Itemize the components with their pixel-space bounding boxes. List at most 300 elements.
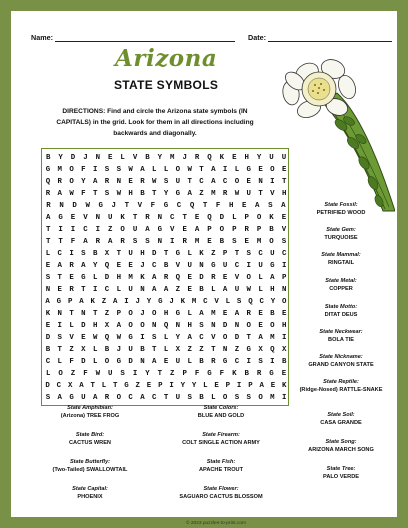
- grid-letter[interactable]: A: [234, 310, 240, 318]
- grid-letter[interactable]: N: [57, 310, 62, 318]
- grid-letter[interactable]: N: [157, 214, 163, 222]
- grid-letter[interactable]: L: [232, 214, 237, 222]
- grid-letter[interactable]: B: [140, 190, 145, 198]
- grid-letter[interactable]: Z: [69, 346, 74, 354]
- grid-letter[interactable]: O: [246, 322, 251, 330]
- grid-letter[interactable]: T: [90, 382, 95, 390]
- grid-letter[interactable]: F: [194, 370, 200, 378]
- grid-letter[interactable]: U: [281, 154, 287, 162]
- grid-letter[interactable]: A: [187, 334, 192, 342]
- grid-letter[interactable]: R: [211, 358, 216, 366]
- grid-letter[interactable]: F: [150, 202, 156, 210]
- grid-letter[interactable]: W: [152, 178, 157, 186]
- grid-letter[interactable]: S: [234, 394, 240, 402]
- grid-letter[interactable]: U: [128, 346, 133, 354]
- grid-letter[interactable]: T: [58, 238, 63, 246]
- grid-letter[interactable]: Q: [207, 154, 212, 162]
- grid-letter[interactable]: B: [163, 262, 169, 270]
- grid-letter[interactable]: B: [199, 358, 204, 366]
- grid-letter[interactable]: U: [270, 250, 275, 258]
- grid-letter[interactable]: Z: [199, 346, 204, 354]
- grid-letter[interactable]: G: [175, 190, 181, 198]
- grid-letter[interactable]: D: [81, 322, 86, 330]
- grid-letter[interactable]: S: [152, 334, 157, 342]
- grid-letter[interactable]: I: [69, 250, 74, 258]
- grid-letter[interactable]: A: [79, 298, 84, 306]
- grid-letter[interactable]: D: [45, 382, 50, 390]
- grid-letter[interactable]: L: [69, 322, 74, 330]
- grid-letter[interactable]: U: [222, 262, 228, 270]
- grid-letter[interactable]: E: [45, 322, 51, 330]
- grid-letter[interactable]: D: [81, 358, 86, 366]
- grid-letter[interactable]: M: [194, 238, 200, 246]
- grid-letter[interactable]: T: [92, 310, 98, 318]
- grid-letter[interactable]: Y: [163, 190, 169, 198]
- grid-letter[interactable]: Z: [108, 226, 113, 234]
- grid-letter[interactable]: L: [92, 274, 98, 282]
- grid-letter[interactable]: C: [281, 250, 287, 258]
- grid-letter[interactable]: I: [270, 178, 275, 186]
- grid-letter[interactable]: O: [258, 394, 263, 402]
- grid-letter[interactable]: N: [157, 238, 163, 246]
- grid-letter[interactable]: A: [258, 334, 263, 342]
- grid-letter[interactable]: G: [207, 370, 212, 378]
- grid-letter[interactable]: L: [234, 166, 240, 174]
- grid-letter[interactable]: G: [246, 166, 251, 174]
- grid-letter[interactable]: Z: [175, 286, 181, 294]
- grid-letter[interactable]: Y: [191, 382, 197, 390]
- grid-letter[interactable]: G: [116, 358, 121, 366]
- grid-letter[interactable]: Z: [101, 298, 107, 306]
- grid-letter[interactable]: B: [92, 250, 98, 258]
- grid-letter[interactable]: X: [81, 346, 86, 354]
- grid-letter[interactable]: B: [145, 154, 150, 162]
- grid-letter[interactable]: I: [281, 394, 287, 402]
- grid-letter[interactable]: C: [234, 358, 240, 366]
- grid-letter[interactable]: D: [219, 214, 225, 222]
- grid-letter[interactable]: U: [175, 358, 181, 366]
- grid-letter[interactable]: S: [104, 166, 110, 174]
- grid-letter[interactable]: E: [128, 178, 133, 186]
- grid-letter[interactable]: R: [120, 238, 125, 246]
- grid-letter[interactable]: T: [57, 274, 62, 282]
- grid-letter[interactable]: O: [128, 322, 133, 330]
- grid-letter[interactable]: A: [259, 382, 264, 390]
- grid-letter[interactable]: T: [45, 226, 51, 234]
- grid-letter[interactable]: V: [137, 202, 143, 210]
- grid-letter[interactable]: R: [95, 238, 101, 246]
- word-search-grid[interactable]: [41, 148, 289, 406]
- grid-letter[interactable]: D: [70, 154, 76, 162]
- grid-letter[interactable]: L: [211, 286, 216, 294]
- grid-letter[interactable]: G: [175, 310, 181, 318]
- grid-letter[interactable]: K: [219, 154, 225, 162]
- grid-letter[interactable]: L: [92, 346, 98, 354]
- grid-letter[interactable]: T: [116, 250, 121, 258]
- grid-letter[interactable]: T: [57, 346, 62, 354]
- grid-letter[interactable]: O: [104, 358, 110, 366]
- grid-letter[interactable]: O: [269, 238, 274, 246]
- grid-letter[interactable]: R: [163, 274, 169, 282]
- grid-letter[interactable]: Y: [58, 154, 63, 162]
- grid-letter[interactable]: O: [281, 298, 287, 306]
- grid-letter[interactable]: H: [281, 322, 287, 330]
- grid-letter[interactable]: D: [199, 274, 204, 282]
- grid-letter[interactable]: A: [281, 202, 286, 210]
- grid-letter[interactable]: V: [170, 226, 175, 234]
- grid-letter[interactable]: L: [120, 154, 125, 162]
- grid-letter[interactable]: S: [258, 358, 263, 366]
- grid-letter[interactable]: Q: [104, 262, 110, 270]
- grid-letter[interactable]: A: [79, 382, 84, 390]
- grid-letter[interactable]: Y: [270, 298, 276, 306]
- grid-letter[interactable]: Q: [104, 334, 110, 342]
- grid-letter[interactable]: J: [116, 346, 121, 354]
- grid-letter[interactable]: R: [222, 190, 228, 198]
- grid-letter[interactable]: P: [207, 226, 212, 234]
- grid-letter[interactable]: I: [281, 334, 287, 342]
- grid-letter[interactable]: S: [145, 238, 150, 246]
- grid-letter[interactable]: K: [199, 250, 204, 258]
- grid-letter[interactable]: Y: [157, 154, 163, 162]
- grid-letter[interactable]: I: [70, 226, 76, 234]
- grid-letter[interactable]: R: [140, 178, 145, 186]
- date-field[interactable]: [248, 33, 392, 42]
- grid-letter[interactable]: P: [248, 382, 253, 390]
- grid-letter[interactable]: R: [57, 178, 62, 186]
- grid-letter[interactable]: B: [45, 346, 51, 354]
- grid-letter[interactable]: E: [281, 214, 287, 222]
- grid-letter[interactable]: D: [45, 334, 51, 342]
- grid-letter[interactable]: B: [45, 154, 51, 162]
- grid-letter[interactable]: A: [92, 178, 98, 186]
- grid-letter[interactable]: G: [175, 250, 181, 258]
- grid-letter[interactable]: A: [187, 190, 192, 198]
- grid-letter[interactable]: R: [182, 238, 187, 246]
- grid-letter[interactable]: Z: [199, 190, 204, 198]
- grid-letter[interactable]: Y: [180, 382, 186, 390]
- grid-letter[interactable]: A: [152, 358, 157, 366]
- grid-letter[interactable]: S: [45, 274, 51, 282]
- date-line[interactable]: [268, 34, 392, 42]
- grid-letter[interactable]: O: [140, 322, 145, 330]
- grid-letter[interactable]: K: [269, 214, 274, 222]
- grid-letter[interactable]: O: [222, 394, 228, 402]
- grid-letter[interactable]: R: [194, 154, 200, 162]
- grid-letter[interactable]: X: [175, 346, 181, 354]
- grid-letter[interactable]: A: [152, 286, 157, 294]
- grid-letter[interactable]: E: [242, 202, 247, 210]
- grid-letter[interactable]: E: [146, 382, 152, 390]
- grid-letter[interactable]: E: [182, 226, 187, 234]
- grid-letter[interactable]: G: [81, 274, 86, 282]
- grid-letter[interactable]: L: [116, 286, 121, 294]
- grid-letter[interactable]: T: [45, 238, 51, 246]
- grid-letter[interactable]: G: [246, 346, 251, 354]
- grid-letter[interactable]: W: [246, 286, 251, 294]
- name-field[interactable]: [31, 33, 235, 42]
- grid-letter[interactable]: I: [170, 238, 175, 246]
- grid-letter[interactable]: C: [128, 394, 133, 402]
- grid-letter[interactable]: N: [116, 178, 121, 186]
- grid-letter[interactable]: M: [170, 154, 175, 162]
- grid-letter[interactable]: E: [57, 286, 62, 294]
- grid-letter[interactable]: I: [236, 382, 242, 390]
- grid-letter[interactable]: N: [258, 178, 263, 186]
- grid-letter[interactable]: E: [270, 382, 276, 390]
- grid-letter[interactable]: B: [104, 346, 110, 354]
- grid-letter[interactable]: Z: [135, 382, 140, 390]
- grid-letter[interactable]: E: [81, 334, 86, 342]
- grid-letter[interactable]: R: [256, 370, 262, 378]
- grid-letter[interactable]: O: [246, 274, 251, 282]
- grid-letter[interactable]: U: [128, 286, 133, 294]
- grid-letter[interactable]: S: [116, 166, 121, 174]
- grid-letter[interactable]: C: [203, 298, 208, 306]
- grid-letter[interactable]: A: [113, 298, 118, 306]
- grid-letter[interactable]: L: [187, 358, 192, 366]
- grid-letter[interactable]: Q: [45, 178, 51, 186]
- grid-letter[interactable]: A: [45, 214, 51, 222]
- grid-letter[interactable]: E: [108, 154, 113, 162]
- grid-letter[interactable]: R: [69, 262, 74, 270]
- grid-letter[interactable]: N: [95, 214, 101, 222]
- grid-letter[interactable]: F: [81, 166, 86, 174]
- grid-letter[interactable]: S: [246, 250, 251, 258]
- grid-letter[interactable]: Y: [175, 334, 181, 342]
- grid-letter[interactable]: A: [83, 238, 88, 246]
- grid-letter[interactable]: A: [108, 238, 113, 246]
- grid-letter[interactable]: L: [45, 250, 51, 258]
- grid-letter[interactable]: R: [244, 226, 249, 234]
- grid-letter[interactable]: P: [182, 370, 187, 378]
- grid-letter[interactable]: C: [152, 262, 157, 270]
- grid-letter[interactable]: B: [219, 238, 225, 246]
- grid-letter[interactable]: B: [269, 226, 274, 234]
- grid-letter[interactable]: V: [214, 298, 219, 306]
- grid-letter[interactable]: F: [69, 358, 74, 366]
- grid-letter[interactable]: S: [281, 238, 287, 246]
- grid-letter[interactable]: M: [57, 166, 62, 174]
- grid-letter[interactable]: G: [56, 298, 62, 306]
- grid-letter[interactable]: D: [222, 322, 228, 330]
- grid-letter[interactable]: H: [270, 286, 275, 294]
- grid-letter[interactable]: G: [124, 382, 129, 390]
- grid-letter[interactable]: O: [120, 226, 125, 234]
- grid-letter[interactable]: W: [116, 334, 121, 342]
- grid-letter[interactable]: X: [104, 250, 110, 258]
- grid-letter[interactable]: P: [281, 274, 287, 282]
- grid-letter[interactable]: Q: [163, 322, 169, 330]
- grid-letter[interactable]: U: [234, 286, 240, 294]
- grid-letter[interactable]: Z: [187, 346, 192, 354]
- grid-letter[interactable]: W: [85, 202, 90, 210]
- grid-letter[interactable]: A: [145, 226, 150, 234]
- grid-letter[interactable]: A: [255, 202, 260, 210]
- grid-letter[interactable]: L: [152, 166, 157, 174]
- grid-letter[interactable]: A: [211, 166, 216, 174]
- grid-letter[interactable]: N: [140, 358, 145, 366]
- grid-letter[interactable]: A: [140, 394, 145, 402]
- grid-letter[interactable]: H: [187, 322, 192, 330]
- grid-letter[interactable]: M: [128, 274, 133, 282]
- grid-letter[interactable]: X: [67, 382, 73, 390]
- grid-letter[interactable]: A: [57, 190, 62, 198]
- grid-letter[interactable]: R: [46, 202, 51, 210]
- grid-letter[interactable]: T: [163, 394, 169, 402]
- grid-letter[interactable]: E: [163, 358, 169, 366]
- grid-letter[interactable]: U: [175, 178, 181, 186]
- grid-letter[interactable]: H: [244, 154, 249, 162]
- grid-letter[interactable]: A: [199, 310, 204, 318]
- grid-letter[interactable]: N: [140, 286, 145, 294]
- grid-letter[interactable]: B: [270, 310, 275, 318]
- grid-letter[interactable]: E: [70, 214, 76, 222]
- grid-letter[interactable]: C: [104, 286, 110, 294]
- grid-letter[interactable]: T: [113, 382, 118, 390]
- grid-letter[interactable]: L: [225, 298, 231, 306]
- grid-letter[interactable]: U: [108, 214, 113, 222]
- grid-letter[interactable]: C: [170, 214, 175, 222]
- grid-letter[interactable]: H: [116, 274, 121, 282]
- grid-letter[interactable]: U: [128, 250, 133, 258]
- grid-letter[interactable]: S: [232, 238, 237, 246]
- grid-letter[interactable]: B: [140, 346, 145, 354]
- grid-letter[interactable]: F: [70, 238, 76, 246]
- grid-letter[interactable]: Y: [145, 370, 150, 378]
- grid-letter[interactable]: P: [158, 382, 163, 390]
- grid-letter[interactable]: Q: [248, 298, 253, 306]
- grid-letter[interactable]: I: [57, 322, 62, 330]
- grid-letter[interactable]: T: [281, 178, 287, 186]
- grid-letter[interactable]: D: [128, 358, 133, 366]
- grid-letter[interactable]: E: [187, 286, 192, 294]
- grid-letter[interactable]: S: [163, 178, 169, 186]
- grid-letter[interactable]: U: [108, 370, 113, 378]
- grid-letter[interactable]: E: [222, 310, 228, 318]
- grid-letter[interactable]: O: [270, 166, 275, 174]
- grid-letter[interactable]: T: [163, 250, 169, 258]
- grid-letter[interactable]: C: [45, 358, 51, 366]
- grid-letter[interactable]: O: [175, 166, 181, 174]
- grid-letter[interactable]: U: [175, 394, 181, 402]
- grid-letter[interactable]: L: [211, 394, 216, 402]
- grid-letter[interactable]: I: [169, 382, 174, 390]
- grid-letter[interactable]: T: [92, 190, 98, 198]
- grid-letter[interactable]: V: [69, 334, 74, 342]
- grid-letter[interactable]: T: [124, 202, 130, 210]
- name-line[interactable]: [55, 34, 235, 42]
- grid-letter[interactable]: J: [111, 202, 116, 210]
- grid-letter[interactable]: U: [258, 262, 263, 270]
- grid-letter[interactable]: Z: [104, 310, 110, 318]
- grid-letter[interactable]: E: [187, 274, 192, 282]
- grid-letter[interactable]: T: [211, 346, 216, 354]
- grid-letter[interactable]: A: [81, 262, 86, 270]
- grid-letter[interactable]: E: [222, 274, 228, 282]
- grid-letter[interactable]: E: [128, 262, 133, 270]
- grid-letter[interactable]: C: [234, 262, 240, 270]
- grid-letter[interactable]: W: [92, 334, 98, 342]
- grid-letter[interactable]: G: [211, 262, 216, 270]
- grid-letter[interactable]: G: [128, 334, 133, 342]
- grid-letter[interactable]: U: [187, 262, 192, 270]
- grid-letter[interactable]: P: [116, 310, 121, 318]
- grid-letter[interactable]: E: [258, 310, 263, 318]
- grid-letter[interactable]: V: [132, 154, 138, 162]
- grid-letter[interactable]: H: [163, 310, 169, 318]
- grid-letter[interactable]: I: [124, 298, 129, 306]
- grid-letter[interactable]: D: [72, 202, 77, 210]
- grid-letter[interactable]: T: [69, 310, 74, 318]
- grid-letter[interactable]: F: [81, 190, 86, 198]
- grid-letter[interactable]: O: [116, 394, 121, 402]
- grid-letter[interactable]: Z: [70, 370, 76, 378]
- grid-letter[interactable]: B: [199, 286, 204, 294]
- grid-letter[interactable]: O: [69, 166, 74, 174]
- grid-letter[interactable]: K: [90, 298, 95, 306]
- grid-letter[interactable]: G: [269, 370, 274, 378]
- grid-letter[interactable]: T: [132, 214, 138, 222]
- grid-letter[interactable]: J: [182, 154, 187, 162]
- grid-letter[interactable]: L: [45, 370, 51, 378]
- grid-letter[interactable]: J: [140, 310, 145, 318]
- grid-letter[interactable]: N: [234, 322, 240, 330]
- grid-letter[interactable]: O: [234, 178, 240, 186]
- grid-letter[interactable]: A: [152, 274, 157, 282]
- grid-letter[interactable]: Y: [81, 178, 86, 186]
- grid-letter[interactable]: D: [104, 274, 110, 282]
- grid-letter[interactable]: C: [199, 334, 204, 342]
- grid-letter[interactable]: N: [281, 286, 287, 294]
- grid-letter[interactable]: L: [187, 250, 192, 258]
- grid-letter[interactable]: I: [92, 286, 98, 294]
- grid-letter[interactable]: Y: [146, 298, 152, 306]
- grid-letter[interactable]: O: [152, 310, 157, 318]
- grid-letter[interactable]: O: [256, 214, 262, 222]
- grid-letter[interactable]: I: [246, 262, 251, 270]
- grid-letter[interactable]: W: [69, 190, 74, 198]
- grid-letter[interactable]: B: [244, 370, 249, 378]
- grid-letter[interactable]: A: [140, 166, 145, 174]
- grid-letter[interactable]: P: [225, 382, 231, 390]
- grid-letter[interactable]: M: [270, 394, 275, 402]
- grid-letter[interactable]: K: [180, 298, 186, 306]
- grid-letter[interactable]: I: [92, 166, 98, 174]
- grid-letter[interactable]: E: [281, 370, 287, 378]
- grid-letter[interactable]: N: [152, 322, 157, 330]
- grid-letter[interactable]: E: [116, 262, 121, 270]
- grid-letter[interactable]: H: [281, 190, 287, 198]
- grid-letter[interactable]: E: [258, 322, 263, 330]
- grid-letter[interactable]: P: [256, 226, 262, 234]
- grid-letter[interactable]: S: [120, 370, 125, 378]
- grid-letter[interactable]: M: [211, 190, 216, 198]
- grid-letter[interactable]: C: [176, 202, 182, 210]
- grid-letter[interactable]: E: [281, 310, 287, 318]
- grid-letter[interactable]: W: [187, 166, 192, 174]
- grid-letter[interactable]: N: [222, 346, 228, 354]
- grid-letter[interactable]: U: [269, 154, 274, 162]
- grid-letter[interactable]: C: [83, 226, 88, 234]
- grid-letter[interactable]: M: [211, 310, 216, 318]
- grid-letter[interactable]: S: [104, 190, 110, 198]
- grid-letter[interactable]: V: [211, 334, 216, 342]
- grid-letter[interactable]: R: [145, 214, 150, 222]
- grid-letter[interactable]: I: [140, 334, 145, 342]
- grid-letter[interactable]: I: [281, 262, 287, 270]
- grid-letter[interactable]: K: [140, 274, 145, 282]
